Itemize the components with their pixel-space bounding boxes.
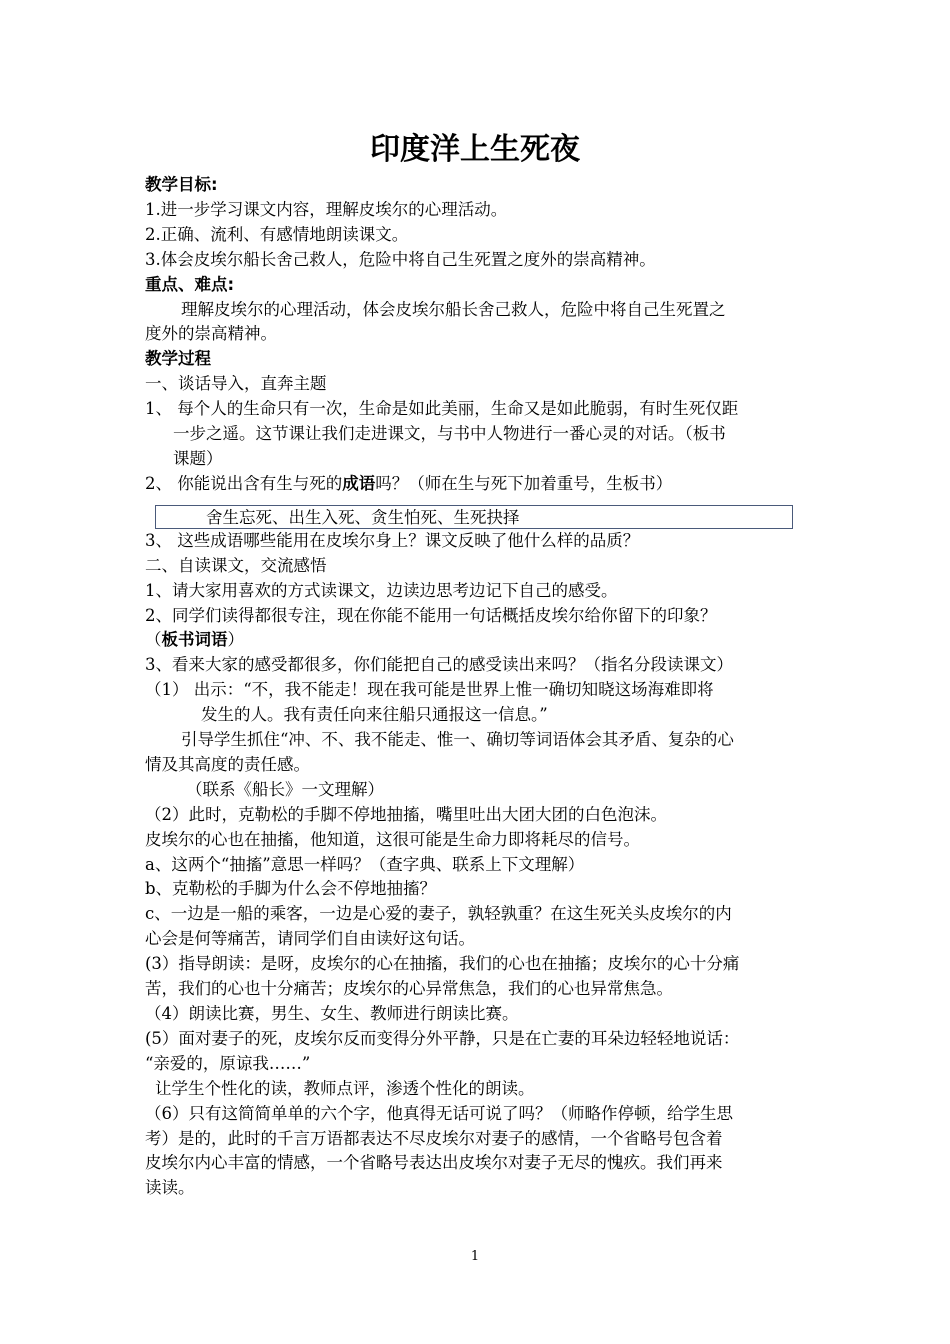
goal-line: 1.进一步学习课文内容，理解皮埃尔的心理活动。 <box>145 199 508 219</box>
part2-heading: 二、自读课文，交流感悟 <box>145 555 327 575</box>
q6-line: 考）是的，此时的千言万语都表达不尽皮埃尔对妻子的感情，一个省略号包含着 <box>145 1128 723 1148</box>
link-line: （联系《船长》一文理解） <box>186 779 384 799</box>
q6-line: 皮埃尔内心丰富的情感，一个省略号表达出皮埃尔对妻子无尽的愧疚。我们再来 <box>145 1153 723 1173</box>
qa-line: a、这两个“抽搐”意思一样吗？（查字典、联系上下文理解） <box>145 854 585 874</box>
p2-item3: 3、看来大家的感受都很多，你们能把自己的感受读出来吗？（指名分段读课文） <box>145 655 733 675</box>
qc-line: 心会是何等痛苦，请同学们自由读好这句话。 <box>145 929 475 949</box>
q3-line: 苦，我们的心也十分痛苦；皮埃尔的心异常焦急，我们的心也异常焦急。 <box>145 979 673 999</box>
section-process-heading: 教学过程 <box>145 349 211 369</box>
document-body <box>145 173 810 1201</box>
section-goals-heading: 教学目标: <box>145 175 218 194</box>
paren-open: （ <box>145 630 162 650</box>
q2-line: 皮埃尔的心也在抽搐，他知道，这很可能是生命力即将耗尽的信号。 <box>145 829 640 849</box>
item1-line: 一步之遥。这节课让我们走进课文，与书中人物进行一番心灵的对话。（板书 <box>173 424 726 444</box>
document-title: 印度洋上生死夜 <box>370 132 580 167</box>
goal-line: 2.正确、流利、有感情地朗读课文。 <box>145 224 409 244</box>
item2-bold: 成语 <box>342 473 376 493</box>
q1-line: 发生的人。我有责任向来往船只通报这一信息。” <box>201 705 548 725</box>
idiom-box: 舍生忘死、出生入死、贪生怕死、生死抉择 <box>155 505 793 529</box>
page-number: 1 <box>470 1249 480 1264</box>
q5-line: “亲爱的，原谅我……” <box>145 1053 311 1073</box>
board-words: 板书词语 <box>161 630 228 650</box>
paren-close: ） <box>227 630 244 650</box>
p2-item2: 2、同学们读得都很专注，现在你能不能用一句话概括皮埃尔给你留下的印象？ <box>145 605 717 625</box>
q1-line: （1） 出示：“不，我不能走！现在我可能是世界上惟一确切知晓这场海难即将 <box>145 680 714 700</box>
guide-line: 引导学生抓住“冲、不、我不能走、惟一、确切等词语体会其矛盾、复杂的心 <box>181 730 734 750</box>
item1-line: 课题） <box>173 448 223 468</box>
p2-item2b <box>145 628 810 653</box>
q6-line: 读读。 <box>145 1178 195 1198</box>
p2-item1: 1、请大家用喜欢的方式读课文，边读边思考边记下自己的感受。 <box>145 580 618 600</box>
item1-line: 1、 每个人的生命只有一次，生命是如此美丽，生命又是如此脆弱，有时生死仅距 <box>145 399 739 419</box>
part1-heading: 一、谈话导入，直奔主题 <box>145 374 327 394</box>
section-key-heading: 重点、难点: <box>145 274 235 294</box>
key-line: 度外的崇高精神。 <box>145 324 277 344</box>
goal-line: 3.体会皮埃尔船长舍己救人，危险中将自己生死置之度外的崇高精神。 <box>145 249 656 269</box>
q6-line: （6）只有这简简单单的六个字，他真得无话可说了吗？（师略作停顿，给学生思 <box>145 1103 733 1123</box>
qb-line: b、克勒松的手脚为什么会不停地抽搐？ <box>145 879 437 899</box>
q2-line: （2）此时，克勒松的手脚不停地抽搐，嘴里吐出大团大团的白色泡沫。 <box>145 804 667 824</box>
item2-line <box>145 472 810 497</box>
guide-line: 情及其高度的责任感。 <box>145 754 310 774</box>
item2-prefix: 2、 你能说出含有生与死的 <box>145 473 343 493</box>
q3-line: (3）指导朗读：是呀，皮埃尔的心在抽搐，我们的心也在抽搐；皮埃尔的心十分痛 <box>145 954 740 974</box>
q4-line: （4）朗读比赛，男生、女生、教师进行朗读比赛。 <box>145 1004 519 1023</box>
key-line: 理解皮埃尔的心理活动，体会皮埃尔船长舍己救人，危险中将自己生死置之 <box>181 299 726 319</box>
item2-suffix: 吗？（师在生与死下加着重号，生板书） <box>375 473 673 493</box>
q5-note: 让学生个性化的读，教师点评，渗透个性化的朗读。 <box>155 1078 535 1098</box>
q5-line: (5）面对妻子的死，皮埃尔反而变得分外平静，只是在亡妻的耳朵边轻轻地说话： <box>145 1028 740 1048</box>
qc-line: c、一边是一船的乘客，一边是心爱的妻子，孰轻孰重？在这生死关头皮埃尔的内 <box>145 904 732 924</box>
item3-line: 3、 这些成语哪些能用在皮埃尔身上？课文反映了他什么样的品质？ <box>145 530 640 550</box>
